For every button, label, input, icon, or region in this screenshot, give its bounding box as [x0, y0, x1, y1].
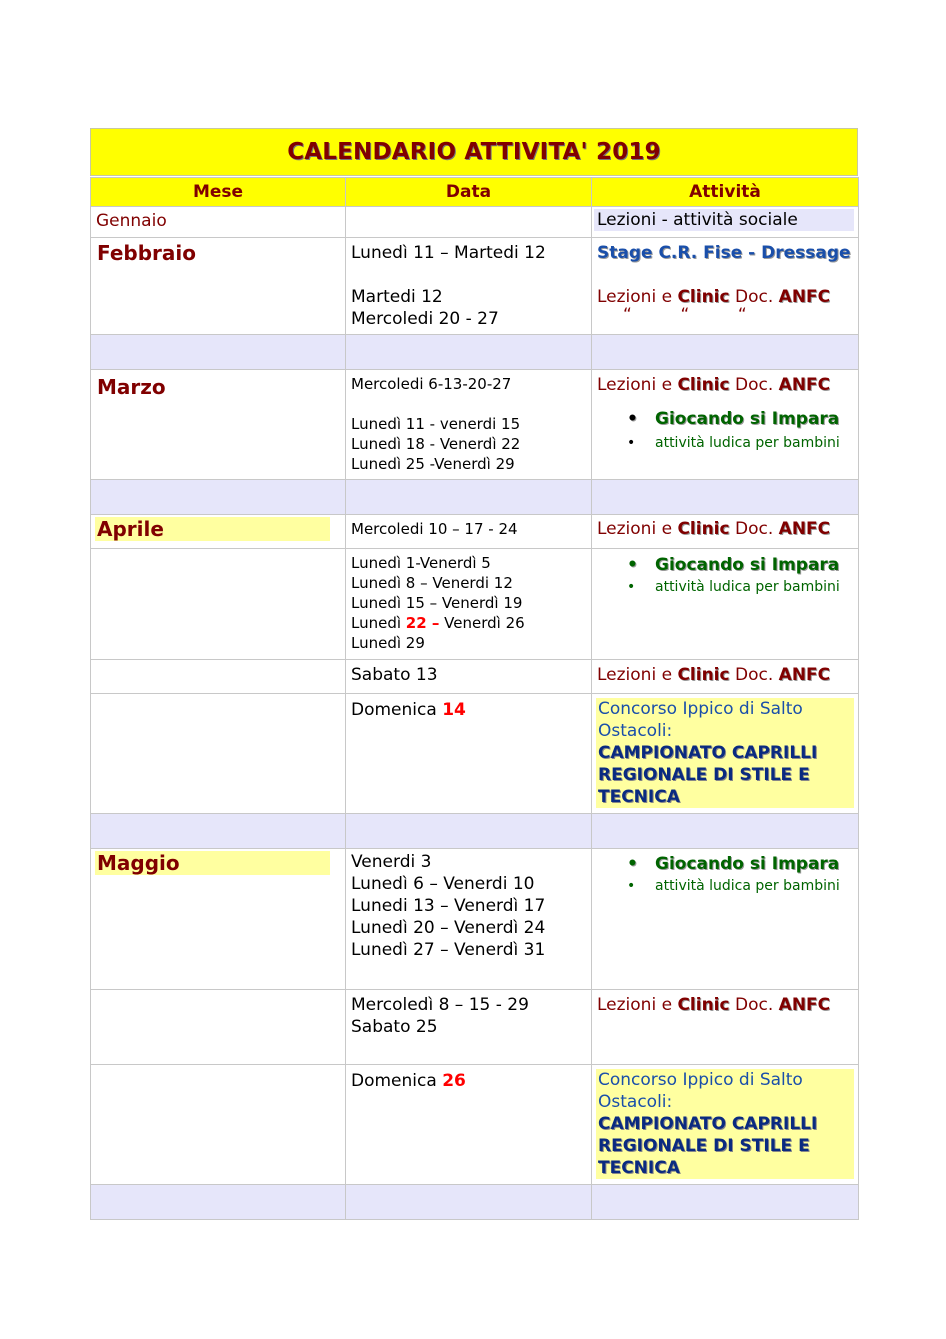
maggio-giocando: • Giocando si Impara — [597, 853, 853, 875]
table-header-row — [91, 178, 859, 207]
table-row — [91, 515, 859, 549]
marzo-lezioni: Lezioni e Clinic Doc. ANFC — [597, 375, 831, 395]
table-row — [91, 207, 859, 238]
calendar-table — [90, 177, 859, 1220]
separator-row — [91, 814, 859, 849]
marzo-giocando: • Giocando si Impara — [597, 408, 853, 430]
month-marzo: Marzo — [97, 375, 166, 399]
marzo-date-1: Mercoledi 6-13-20-27 — [351, 375, 512, 393]
table-row — [91, 238, 859, 335]
maggio-date-1: Venerdi 3 — [351, 852, 432, 872]
aprile-lezioni-2: Lezioni e Clinic Doc. ANFC — [597, 665, 831, 685]
header-mese: Mese — [91, 178, 346, 207]
header-attivita: Attività — [592, 178, 859, 207]
aprile-date-6: Lunedì 29 — [351, 634, 425, 652]
aprile-date-4: Lunedì 15 – Venerdì 19 — [351, 594, 523, 612]
aprile-giocando: • Giocando si Impara — [597, 554, 853, 576]
marzo-ludica: • attività ludica per bambini — [597, 432, 853, 454]
maggio-sabato: Sabato 25 — [351, 1017, 438, 1037]
aprile-lezioni-1: Lezioni e Clinic Doc. ANFC — [597, 519, 831, 539]
maggio-date-2: Lunedì 6 – Venerdi 10 — [351, 874, 535, 894]
maggio-domenica: Domenica 26 — [351, 1071, 466, 1091]
maggio-date-5: Lunedì 27 – Venerdì 31 — [351, 940, 546, 960]
calendar-document — [90, 128, 858, 1220]
maggio-concorso: Concorso Ippico di Salto Ostacoli: CAMPIONATO CAPRILLI REGIONALE DI STILE E TECNICA — [596, 1069, 854, 1179]
maggio-date-4: Lunedì 20 – Venerdì 24 — [351, 918, 546, 938]
month-gennaio: Gennaio — [96, 211, 167, 231]
aprile-concorso: Concorso Ippico di Salto Ostacoli: CAMPIONATO CAPRILLI REGIONALE DI STILE E TECNICA — [596, 698, 854, 808]
table-row — [91, 694, 859, 814]
aprile-sabato: Sabato 13 — [351, 665, 438, 685]
separator-row — [91, 335, 859, 370]
aprile-domenica: Domenica 14 — [351, 700, 466, 720]
table-row — [91, 849, 859, 990]
table-row — [91, 660, 859, 694]
table-row — [91, 1065, 859, 1185]
marzo-date-2: Lunedì 11 - venerdi 15 — [351, 415, 521, 433]
table-row — [91, 370, 859, 480]
month-aprile: Aprile — [95, 517, 330, 541]
febbraio-lezioni: Lezioni e Clinic Doc. ANFC — [597, 287, 831, 307]
gennaio-activity: Lezioni - attività sociale — [594, 209, 854, 231]
febbraio-date-3: Mercoledi 20 - 27 — [351, 309, 499, 329]
marzo-date-3: Lunedì 18 - Venerdì 22 — [351, 435, 521, 453]
table-row — [91, 549, 859, 660]
maggio-date-3: Lunedi 13 – Venerdì 17 — [351, 896, 546, 916]
aprile-ludica: • attività ludica per bambini — [597, 576, 853, 598]
maggio-ludica: • attività ludica per bambini — [597, 875, 853, 897]
header-data: Data — [346, 178, 592, 207]
febbraio-ditto: “ “ “ — [623, 305, 747, 325]
febbraio-date-1: Lunedì 11 – Martedi 12 — [351, 243, 546, 263]
separator-row — [91, 480, 859, 515]
maggio-mercoledi: Mercoledì 8 – 15 - 29 — [351, 995, 529, 1015]
table-row — [91, 990, 859, 1065]
febbraio-date-2: Martedi 12 — [351, 287, 443, 307]
aprile-date-2: Lunedì 1-Venerdì 5 — [351, 554, 491, 572]
month-febbraio: Febbraio — [97, 241, 197, 265]
febbraio-stage: Stage C.R. Fise - Dressage — [597, 243, 851, 263]
month-maggio: Maggio — [95, 851, 330, 875]
aprile-date-5: Lunedì 22 – Venerdì 26 — [351, 614, 525, 632]
aprile-date-1: Mercoledi 10 – 17 - 24 — [351, 520, 518, 538]
marzo-date-4: Lunedì 25 -Venerdì 29 — [351, 455, 515, 473]
maggio-lezioni: Lezioni e Clinic Doc. ANFC — [597, 995, 831, 1015]
aprile-date-3: Lunedì 8 – Venerdi 12 — [351, 574, 513, 592]
separator-row — [91, 1185, 859, 1220]
calendar-title: CALENDARIO ATTIVITA' 2019 — [90, 128, 858, 176]
